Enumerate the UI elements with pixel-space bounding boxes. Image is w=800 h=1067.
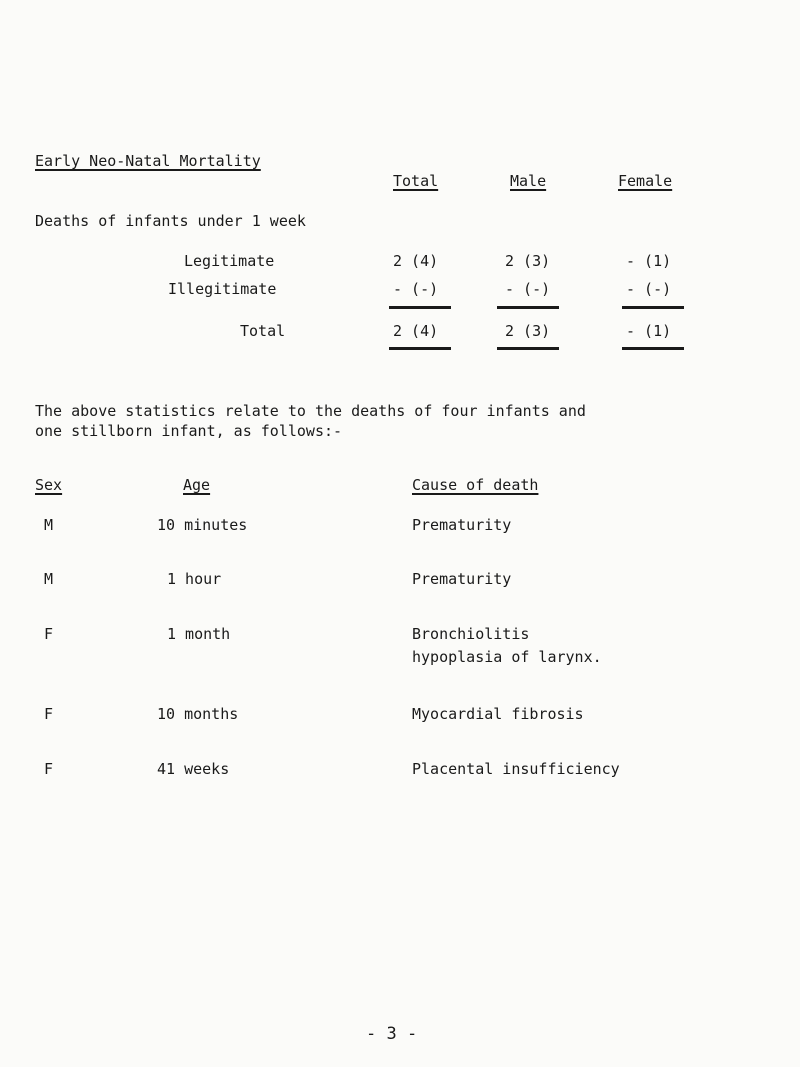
death-row-4-cause: Myocardial fibrosis xyxy=(412,705,584,723)
column-header-total: Total xyxy=(393,172,439,190)
total-male: 2 (3) xyxy=(505,322,551,340)
subtotal-rule-total xyxy=(389,306,451,309)
death-row-2-cause: Prematurity xyxy=(412,570,512,588)
column-header-female: Female xyxy=(618,172,673,190)
death-row-5-cause: Placental insufficiency xyxy=(412,760,620,778)
subtotal-rule-female xyxy=(622,306,684,309)
row-label-total: Total xyxy=(240,322,286,340)
paragraph-line-2: one stillborn infant, as follows:- xyxy=(35,422,343,440)
row-label-legitimate: Legitimate xyxy=(184,252,275,270)
death-row-1-cause: Prematurity xyxy=(412,516,512,534)
death-row-2-sex: M xyxy=(44,570,54,588)
total-total: 2 (4) xyxy=(393,322,439,340)
total-rule-male xyxy=(497,347,559,350)
legitimate-total: 2 (4) xyxy=(393,252,439,270)
death-row-3-cause-line-2: hypoplasia of larynx. xyxy=(412,648,602,666)
header-sex: Sex xyxy=(35,476,63,494)
death-row-3-age: 1 month xyxy=(167,625,231,643)
header-cause: Cause of death xyxy=(412,476,539,494)
death-row-4-age: 10 months xyxy=(157,705,239,723)
total-female: - (1) xyxy=(626,322,672,340)
subtotal-rule-male xyxy=(497,306,559,309)
row-label-illegitimate: Illegitimate xyxy=(168,280,277,298)
death-row-4-sex: F xyxy=(44,705,54,723)
illegitimate-female: - (-) xyxy=(626,280,672,298)
death-row-1-age: 10 minutes xyxy=(157,516,248,534)
death-row-5-age: 41 weeks xyxy=(157,760,230,778)
death-row-3-sex: F xyxy=(44,625,54,643)
illegitimate-total: - (-) xyxy=(393,280,439,298)
death-row-3-cause: Bronchiolitis xyxy=(412,625,530,643)
legitimate-male: 2 (3) xyxy=(505,252,551,270)
illegitimate-male: - (-) xyxy=(505,280,551,298)
column-header-male: Male xyxy=(510,172,547,190)
total-rule-total xyxy=(389,347,451,350)
legitimate-female: - (1) xyxy=(626,252,672,270)
death-row-1-sex: M xyxy=(44,516,54,534)
table-heading: Deaths of infants under 1 week xyxy=(35,212,306,230)
page-number: - 3 - xyxy=(366,1024,418,1044)
section-title: Early Neo-Natal Mortality xyxy=(35,152,261,170)
total-rule-female xyxy=(622,347,684,350)
death-row-5-sex: F xyxy=(44,760,54,778)
paragraph-line-1: The above statistics relate to the deaths of four infants and xyxy=(35,402,586,420)
death-row-2-age: 1 hour xyxy=(167,570,222,588)
header-age: Age xyxy=(183,476,211,494)
